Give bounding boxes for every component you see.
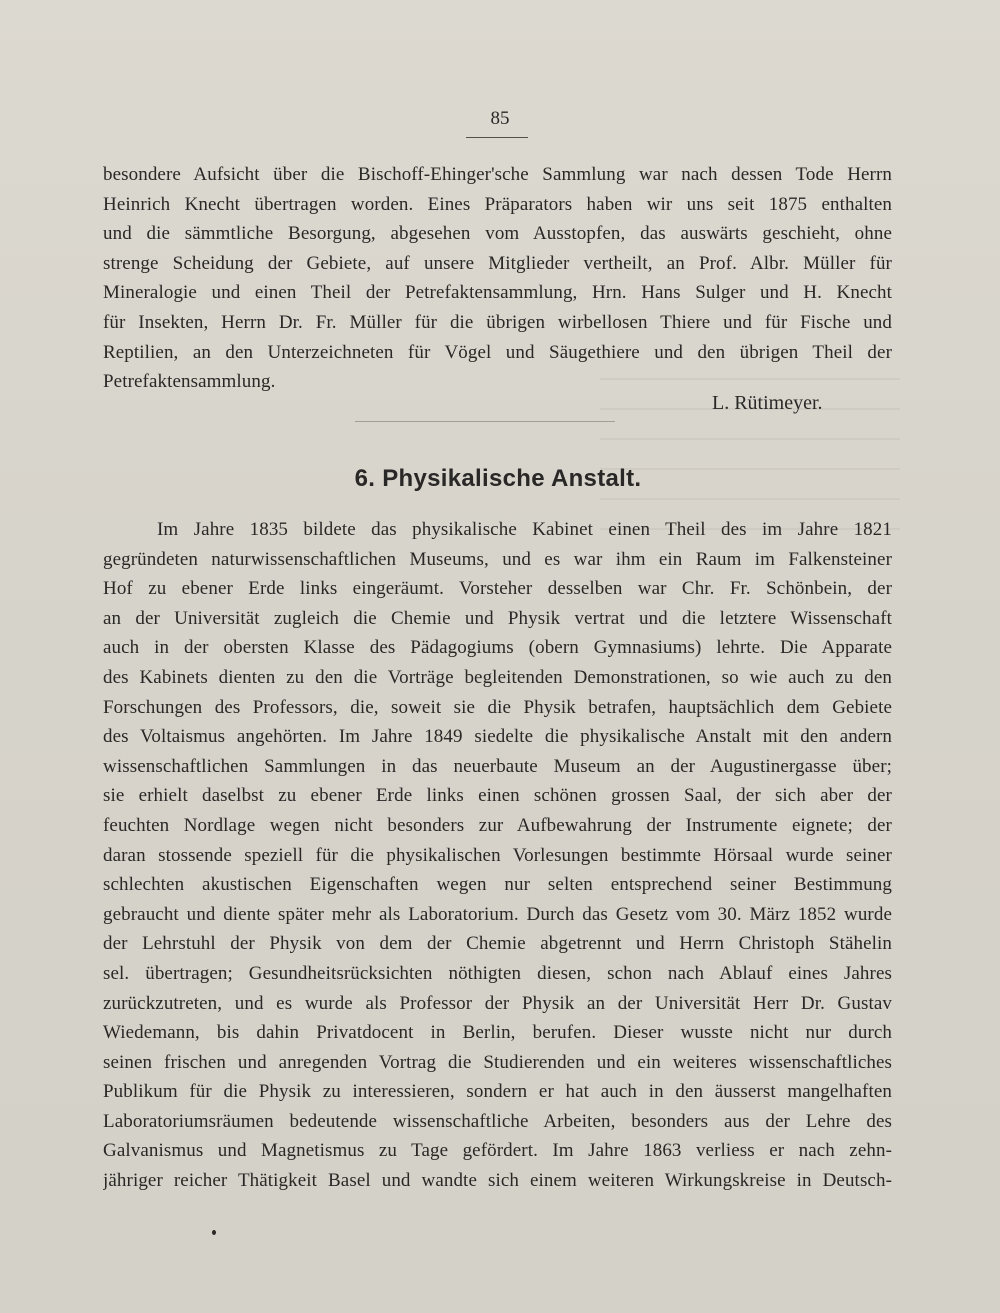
text-line: Wiedemann, bis dahin Privatdocent in Berlin, berufen. Dieser wusste nicht nur durch <box>103 1022 892 1044</box>
text-line: und die sämmtliche Besorgung, abgesehen vom Ausstopfen, das auswärts geschieht, ohne <box>103 223 892 245</box>
faint-rule <box>355 421 615 422</box>
text-line: der Lehrstuhl der Physik von dem der Chemie abgetrennt und Herrn Christoph Stähelin <box>103 933 892 955</box>
text-line: besondere Aufsicht über die Bischoff-Ehinger'sche Sammlung war nach dessen Tode Herrn <box>103 164 892 185</box>
text-line: Heinrich Knecht übertragen worden. Eines Präparators haben wir uns seit 1875 enthalten <box>103 193 892 215</box>
text-line: Petrefaktensammlung. <box>103 371 276 393</box>
text-line: Publikum für die Physik zu interessieren, sondern er hat auch in den äusserst mangelhaften <box>103 1081 892 1103</box>
signature: L. Rütimeyer. <box>712 392 823 414</box>
page-number: 85 <box>490 108 510 129</box>
text-line: schlechten akustischen Eigenschaften wegen nur selten entsprechend seiner Bestimmung <box>103 874 892 896</box>
text-line: Galvanismus und Magnetismus zu Tage gefördert. Im Jahre 1863 verliess er nach zehn- <box>103 1140 892 1162</box>
text-line: auch in der obersten Klasse des Pädagogiums (obern Gymnasiums) lehrte. Die Apparate <box>103 637 892 659</box>
text-line: Mineralogie und einen Theil der Petrefaktensammlung, Hrn. Hans Sulger und H. Knecht <box>103 282 892 304</box>
text-line: wissenschaftlichen Sammlungen in das neuerbaute Museum an der Augustinergasse über; <box>103 755 892 777</box>
text-line: zurückzutreten, und es wurde als Professor der Physik an der Universität Herr Dr. Gustav <box>103 992 892 1014</box>
text-line: gegründeten naturwissenschaftlichen Museums, und es war ihm ein Raum im Falkensteiner <box>103 548 892 570</box>
ink-speck <box>212 1230 216 1235</box>
text-line: an der Universität zugleich die Chemie und Physik vertrat und die letztere Wissenschaft <box>103 607 892 629</box>
text-line: Hof zu ebener Erde links eingeräumt. Vorsteher desselben war Chr. Fr. Schönbein, der <box>103 578 892 600</box>
text-line: des Voltaismus angehörten. Im Jahre 1849 siedelte die physikalische Anstalt mit den andern <box>103 726 892 748</box>
text-line: gebraucht und diente später mehr als Laboratorium. Durch das Gesetz vom 30. März 1852 wurde <box>103 903 892 925</box>
text-line: Laboratoriumsräumen bedeutende wissenschaftliche Arbeiten, besonders aus der Lehre des <box>103 1110 892 1132</box>
text-line: strenge Scheidung der Gebiete, auf unsere Mitglieder vertheilt, an Prof. Albr. Müller für <box>103 252 892 274</box>
text-line: Reptilien, an den Unterzeichneten für Vögel und Säugethiere und den übrigen Theil der <box>103 341 892 363</box>
text-line: Forschungen des Professors, die, soweit sie die Physik betrafen, hauptsächlich dem Gebiete <box>103 696 892 718</box>
text-line: feuchten Nordlage wegen nicht besonders zur Aufbewahrung der Instrumente eignete; der <box>103 814 892 836</box>
paragraph-physical-institute <box>103 515 892 1196</box>
text-line: daran stossende speziell für die physikalischen Vorlesungen bestimmte Hörsaal wurde seiner <box>103 844 892 866</box>
text-line: Im Jahre 1835 bildete das physikalische Kabinet einen Theil des im Jahre 1821 <box>157 519 892 540</box>
text-line: sie erhielt daselbst zu ebener Erde links einen schönen grossen Saal, der sich aber der <box>103 785 892 807</box>
text-line: seinen frischen und anregenden Vortrag die Studierenden und ein weiteres wissenschaftliches <box>103 1051 892 1073</box>
text-line: sel. übertragen; Gesundheitsrücksichten nöthigten diesen, schon nach Ablauf eines Jahres <box>103 962 892 984</box>
section-heading: 6. Physikalische Anstalt. <box>354 465 642 492</box>
text-line: für Insekten, Herrn Dr. Fr. Müller für die übrigen wirbellosen Thiere und für Fische und <box>103 311 892 333</box>
text-line: jähriger reicher Thätigkeit Basel und wandte sich einem weiteren Wirkungskreise in Deutsch- <box>103 1170 892 1192</box>
paragraph-collection-report <box>103 160 892 397</box>
text-line: des Kabinets dienten zu den die Vorträge begleitenden Demonstrationen, so wie auch zu den <box>103 666 892 688</box>
page-number-rule <box>466 137 528 138</box>
